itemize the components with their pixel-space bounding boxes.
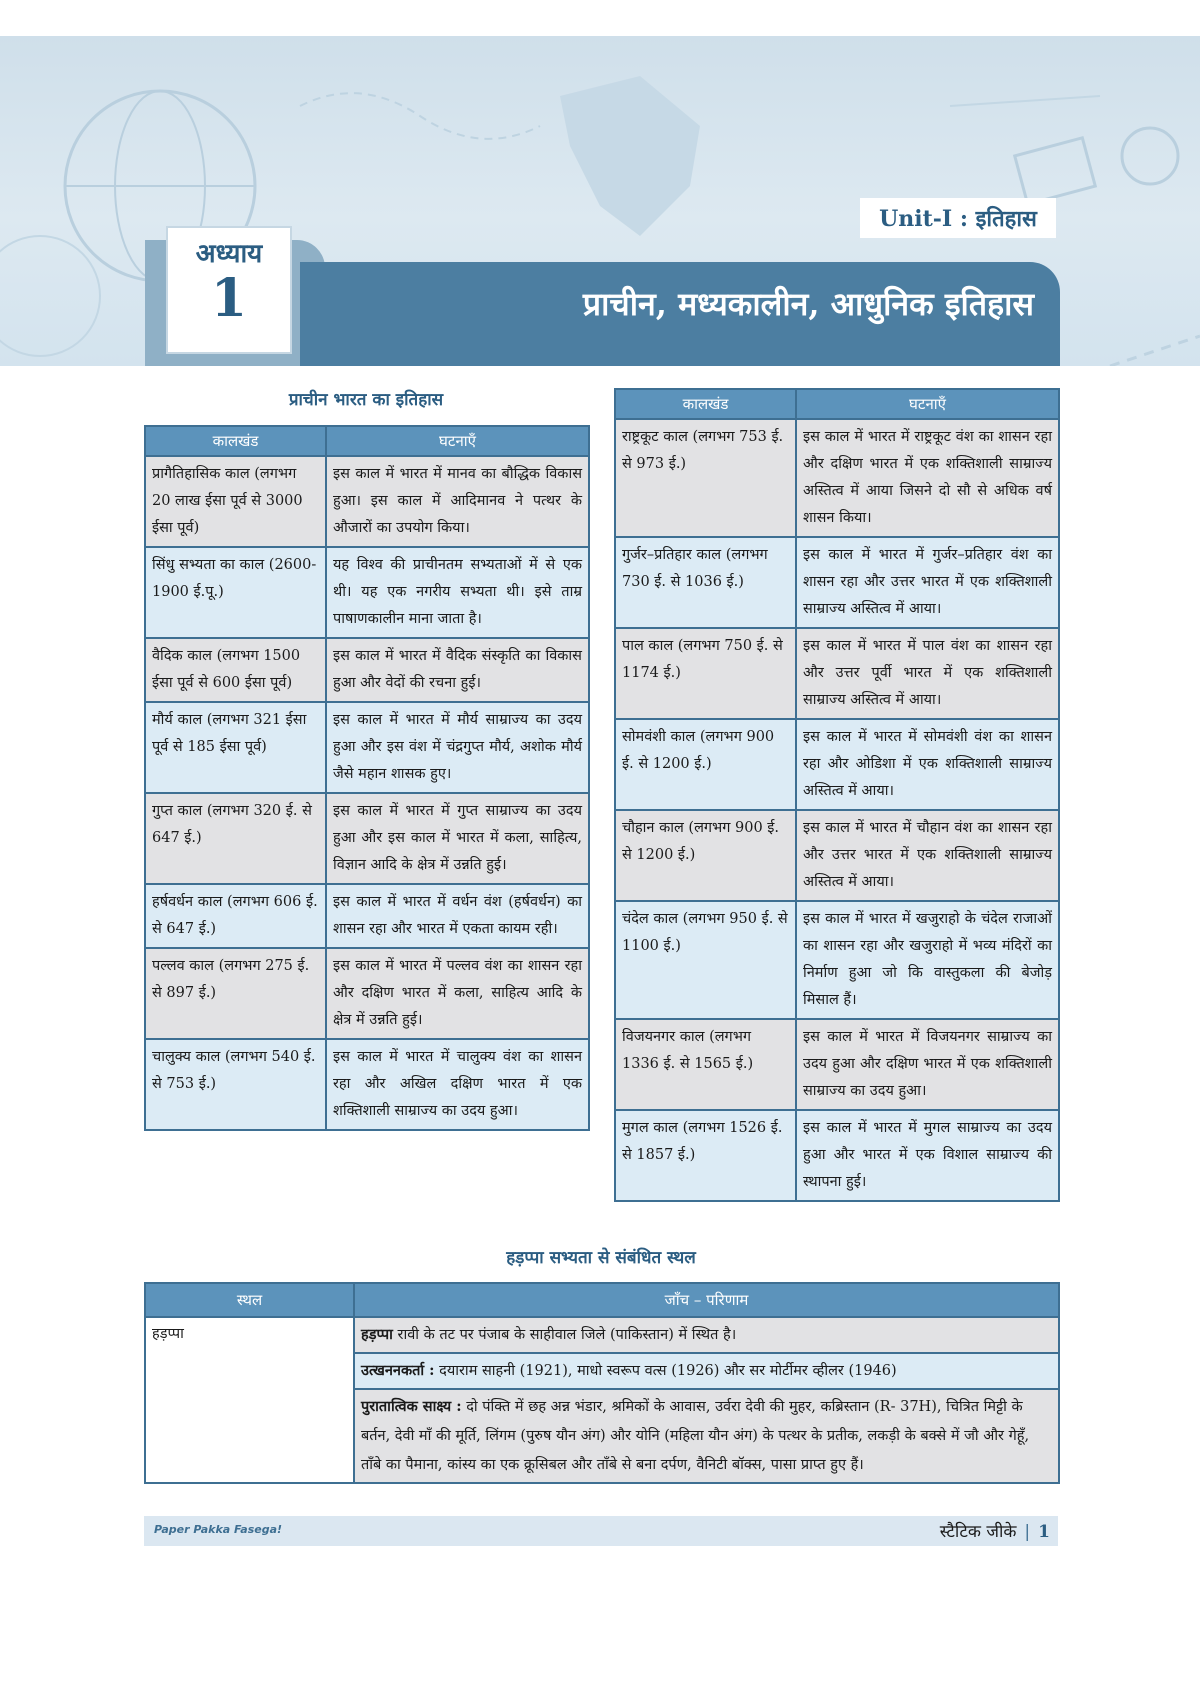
footer-right: [940, 1519, 1050, 1542]
table-row: [615, 719, 1059, 810]
period-cell: चंदेल काल (लगभग 950 ई. से 1100 ई.): [615, 901, 796, 1019]
evidence-label: पुरातात्विक साक्ष्य :: [361, 1398, 462, 1415]
period-cell: विजयनगर काल (लगभग 1336 ई. से 1565 ई.): [615, 1019, 796, 1110]
event-cell: इस काल में भारत में पल्लव वंश का शासन रहा और दक्षिण भारत में कला, साहित्य आदि के क्षेत्र में उन्नति हुई।: [326, 948, 589, 1039]
chapter-title: प्राचीन, मध्यकालीन, आधुनिक इतिहास: [582, 285, 1034, 323]
period-cell: चौहान काल (लगभग 900 ई. से 1200 ई.): [615, 810, 796, 901]
column-header-findings: जाँच – परिणाम: [354, 1283, 1059, 1317]
period-cell: पाल काल (लगभग 750 ई. से 1174 ई.): [615, 628, 796, 719]
brand-logo-text: Paper Pakka Fasega!: [154, 1523, 283, 1536]
period-cell: मुगल काल (लगभग 1526 ई. से 1857 ई.): [615, 1110, 796, 1201]
site-cell: हड़प्पा: [145, 1317, 354, 1483]
event-cell: यह विश्व की प्राचीनतम सभ्यताओं में से एक थी। यह एक नगरीय सभ्यता थी। इसे ताम्र पाषाणकालीन माना जाता है।: [326, 547, 589, 638]
excavator-text: दयाराम साहनी (1921), माधो स्वरूप वत्स (1926) और सर मोर्टीमर व्हीलर (1946): [434, 1363, 897, 1379]
period-cell: सोमवंशी काल (लगभग 900 ई. से 1200 ई.): [615, 719, 796, 810]
event-cell: इस काल में भारत में पाल वंश का शासन रहा और उत्तर पूर्वी भारत में एक शक्तिशाली साम्राज्य अस्तित्व में आया।: [796, 628, 1059, 719]
harappa-section-title: हड़प्पा सभ्यता से संबंधित स्थल: [506, 1248, 696, 1268]
page-number: 1: [1038, 1522, 1050, 1542]
table-row: [145, 638, 589, 702]
event-cell: इस काल में भारत में गुप्त साम्राज्य का उदय हुआ और इस काल में भारत में कला, साहित्य, विज्ञान आदि के क्षेत्र में उन्नति हुई।: [326, 793, 589, 884]
ancient-section-title: प्राचीन भारत का इतिहास: [288, 390, 444, 410]
period-cell: प्रागैतिहासिक काल (लगभग 20 लाख ईसा पूर्व से 3000 ईसा पूर्व): [145, 456, 326, 547]
column-header-events: घटनाएँ: [326, 426, 589, 456]
event-cell: इस काल में भारत में गुर्जर–प्रतिहार वंश का शासन रहा और उत्तर भारत में एक शक्तिशाली साम्राज्य अस्तित्व में आया।: [796, 537, 1059, 628]
evidence-cell: [354, 1389, 1059, 1483]
table-row: [615, 537, 1059, 628]
event-cell: इस काल में भारत में विजयनगर साम्राज्य का उदय हुआ और दक्षिण भारत में एक शक्तिशाली साम्राज्य का उदय हुआ।: [796, 1019, 1059, 1110]
unit-label: Unit-I : इतिहास: [860, 198, 1056, 238]
table-row: [615, 1019, 1059, 1110]
chapter-title-bar: [300, 262, 1060, 366]
table-row: [145, 948, 589, 1039]
event-cell: इस काल में भारत में मानव का बौद्धिक विकास हुआ। इस काल में आदिमानव ने पत्थर के औजारों का उपयोग किया।: [326, 456, 589, 547]
event-cell: इस काल में भारत में चौहान वंश का शासन रहा और उत्तर भारत में एक शक्तिशाली साम्राज्य अस्तित्व में आया।: [796, 810, 1059, 901]
period-cell: चालुक्य काल (लगभग 540 ई. से 753 ई.): [145, 1039, 326, 1130]
harappa-sites-table: [144, 1282, 1060, 1484]
period-cell: वैदिक काल (लगभग 1500 ईसा पूर्व से 600 ईसा पूर्व): [145, 638, 326, 702]
table-row: [145, 884, 589, 948]
table-row: [615, 628, 1059, 719]
table-row: [145, 1317, 1059, 1353]
chapter-number-box: [166, 226, 292, 354]
event-cell: इस काल में भारत में राष्ट्रकूट वंश का शासन रहा और दक्षिण भारत में एक शक्तिशाली साम्राज्य अस्तित्व में आया जिसने दो सौ से अधिक वर्ष शासन किया।: [796, 419, 1059, 537]
table-row: [145, 702, 589, 793]
chapter-number: 1: [210, 268, 248, 329]
footer-separator: |: [1024, 1522, 1031, 1542]
column-header-site: स्थल: [145, 1283, 354, 1317]
period-cell: गुर्जर–प्रतिहार काल (लगभग 730 ई. से 1036 ई.): [615, 537, 796, 628]
table-row: [615, 419, 1059, 537]
event-cell: इस काल में भारत में मुगल साम्राज्य का उदय हुआ और भारत में एक विशाल साम्राज्य की स्थापना हुई।: [796, 1110, 1059, 1201]
location-cell: [354, 1317, 1059, 1353]
column-header-period: कालखंड: [145, 426, 326, 456]
column-header-events: घटनाएँ: [796, 389, 1059, 419]
ancient-history-table: [144, 425, 590, 1131]
location-text: रावी के तट पर पंजाब के साहीवाल जिले (पाकिस्तान) में स्थित है।: [392, 1327, 737, 1343]
table-row: [145, 1039, 589, 1130]
chapter-word: अध्याय: [195, 239, 263, 269]
table-row: [615, 1110, 1059, 1201]
excavator-cell: [354, 1353, 1059, 1389]
medieval-history-table: [614, 388, 1060, 1202]
excavator-label: उत्खननकर्ता :: [361, 1362, 435, 1379]
table-row: [145, 456, 589, 547]
event-cell: इस काल में भारत में खजुराहो के चंदेल राजाओं का शासन रहा और खजुराहो में भव्य मंदिरों का निर्माण हुआ जो कि वास्तुकला की बेजोड़ मिसाल हैं।: [796, 901, 1059, 1019]
period-cell: पल्लव काल (लगभग 275 ई. से 897 ई.): [145, 948, 326, 1039]
period-cell: हर्षवर्धन काल (लगभग 606 ई. से 647 ई.): [145, 884, 326, 948]
event-cell: इस काल में भारत में वर्धन वंश (हर्षवर्धन) का शासन रहा और भारत में एकता कायम रही।: [326, 884, 589, 948]
period-cell: राष्ट्रकूट काल (लगभग 753 ई. से 973 ई.): [615, 419, 796, 537]
period-cell: सिंधु सभ्यता का काल (2600-1900 ई.पू.): [145, 547, 326, 638]
evidence-text: दो पंक्ति में छह अन्न भंडार, श्रमिकों के आवास, उर्वरा देवी की मुहर, कब्रिस्तान (R- 37H), चित्रित मिट्टी के बर्तन, देवी माँ की मूर्ति, लिंगम (पुरुष यौन अंग) और योनि (महिला यौन अंग) के पत्थर के प्रतीक, लकड़ी के बक्से में जौ और गेहूँ, ताँबे का पैमाना, कांस्य का एक क्रूसिबल और ताँबे से बना दर्पण, वैनिटी बॉक्स, पासा प्राप्त हुए हैं।: [361, 1399, 1030, 1473]
column-header-period: कालखंड: [615, 389, 796, 419]
page-footer: [144, 1516, 1058, 1546]
event-cell: इस काल में भारत में सोमवंशी वंश का शासन रहा और ओडिशा में एक शक्तिशाली साम्राज्य अस्तित्व में आया।: [796, 719, 1059, 810]
event-cell: इस काल में भारत में चालुक्य वंश का शासन रहा और अखिल दक्षिण भारत में एक शक्तिशाली साम्राज्य का उदय हुआ।: [326, 1039, 589, 1130]
table-row: [615, 810, 1059, 901]
table-row: [145, 547, 589, 638]
location-label: हड़प्पा: [361, 1326, 393, 1343]
table-row: [615, 901, 1059, 1019]
period-cell: गुप्त काल (लगभग 320 ई. से 647 ई.): [145, 793, 326, 884]
event-cell: इस काल में भारत में मौर्य साम्राज्य का उदय हुआ और इस वंश में चंद्रगुप्त मौर्य, अशोक मौर्य जैसे महान शासक हुए।: [326, 702, 589, 793]
table-row: [145, 793, 589, 884]
event-cell: इस काल में भारत में वैदिक संस्कृति का विकास हुआ और वेदों की रचना हुई।: [326, 638, 589, 702]
book-title: स्टैटिक जीके: [939, 1522, 1017, 1542]
period-cell: मौर्य काल (लगभग 321 ईसा पूर्व से 185 ईसा पूर्व): [145, 702, 326, 793]
